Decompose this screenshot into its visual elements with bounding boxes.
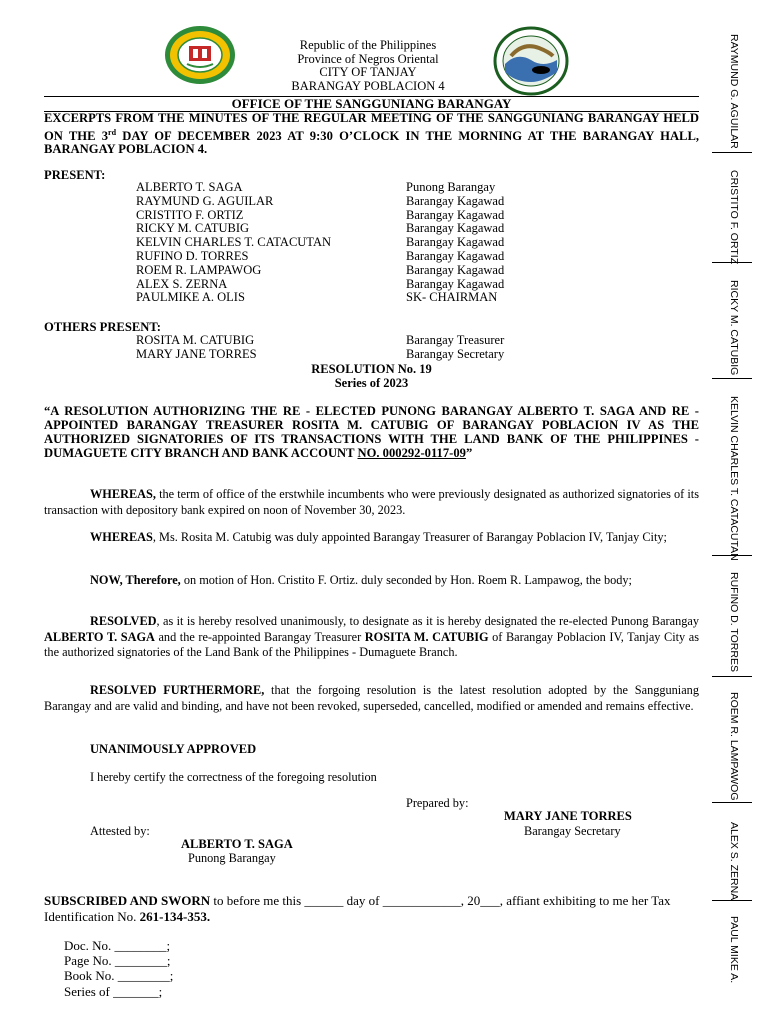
margin-divider <box>712 555 752 556</box>
secretary-title: Barangay Secretary <box>524 824 621 838</box>
series-number: Series of _______; <box>64 983 163 999</box>
present-name: ROEM R. LAMPAWOG <box>136 262 262 277</box>
margin-divider <box>712 900 752 901</box>
others-name: MARY JANE TORRES <box>136 346 257 361</box>
book-number: Book No. ________; <box>64 968 174 984</box>
present-label: PRESENT: <box>44 168 106 182</box>
resolved-furthermore-lead: RESOLVED FURTHERMORE, <box>90 683 265 697</box>
present-name: KELVIN CHARLES T. CATACUTAN <box>136 235 331 250</box>
resolution-title-close: ” <box>465 446 473 460</box>
resolved-furthermore-text: that the forgoing resolution is the latest resolution adopted by the Sangguniang Barangay and are valid and binding, and have not been revoked, superseded, cancelled, modified or amended and remains effective. <box>44 683 699 713</box>
present-position: Barangay Kagawad <box>406 235 505 250</box>
others-present-label: OTHERS PRESENT: <box>44 320 161 334</box>
resolution-title-text: “A RESOLUTION AUTHORIZING THE RE - ELECTED PUNONG BARANGAY ALBERTO T. SAGA AND RE - APPOINTED BARANGAY TREASURER ROSITA M. CATUBIG OF BARANGAY POBLACION IV AS THE AUTHORIZED SIGNATORIES OF ITS TRANSACTIONS WITH THE LAND BANK OF THE PHILIPPINES - DUMAGUETE CITY BRANCH AND BANK ACCOUNT <box>44 404 699 460</box>
header-city: CITY OF TANJAY <box>319 65 417 79</box>
now-therefore-text: on motion of Hon. Cristito F. Ortiz. duly seconded by Hon. Roem R. Lampawog, the body; <box>180 573 632 587</box>
resolution-number: RESOLUTION No. 19 <box>311 362 432 376</box>
others-name: ROSITA M. CATUBIG <box>136 333 255 347</box>
present-name: PAULMIKE A. OLIS <box>136 290 245 305</box>
present-position: Punong Barangay <box>406 180 496 194</box>
resolution-title <box>44 404 699 460</box>
resolved-text: , as it is hereby resolved unanimously, to designate as it is hereby designated the re-elected Punong Barangay <box>156 614 699 628</box>
present-names <box>136 181 331 305</box>
minutes-excerpt-heading <box>44 112 699 157</box>
now-therefore-lead: NOW, Therefore, <box>90 573 181 587</box>
whereas-paragraph-1 <box>44 487 699 518</box>
others-position: Barangay Secretary <box>406 346 505 361</box>
punong-barangay-title: Punong Barangay <box>188 851 276 865</box>
whereas-lead: WHEREAS <box>90 530 153 544</box>
resolution-series: Series of 2023 <box>334 376 409 390</box>
margin-signatory: CRISTITO F. ORTIZ <box>728 170 740 265</box>
barangay-poblacion-iv-seal-icon <box>493 26 569 96</box>
present-name: ALBERTO T. SAGA <box>136 180 243 194</box>
present-name: CRISTITO F. ORTIZ <box>136 207 244 222</box>
margin-signatory: ROEM R. LAMPAWOG <box>728 692 740 801</box>
resolved-treasurer: ROSITA M. CATUBIG <box>364 629 489 644</box>
margin-signatory: PAUL MIKE A. <box>728 916 740 984</box>
others-positions <box>406 334 504 362</box>
present-position: Barangay Kagawad <box>406 193 505 208</box>
prepared-by-label: Prepared by: <box>406 796 469 810</box>
jurat-text: to before me this ______ day of ____________, 20___, affiant exhibiting to me her Tax Identification No. <box>44 893 671 924</box>
whereas-text: , Ms. Rosita M. Catubig was duly appointed Barangay Treasurer of Barangay Poblacion IV, Tanjay City; <box>152 530 667 544</box>
margin-divider <box>712 676 752 677</box>
whereas-text: the term of office of the erstwhile incumbents who were previously designated as authorized signatories of its transaction with depository bank expired on noon of November 30, 2023. <box>44 487 699 517</box>
excerpt-superscript: rd <box>108 127 117 137</box>
excerpt-text-2: DAY OF DECEMBER 2023 AT 9:30 O’CLOCK IN THE MORNING AT THE BARANGAY HALL, BARANGAY POBLACION 4. <box>44 128 699 157</box>
present-position: Barangay Kagawad <box>406 262 505 277</box>
margin-signatory: RUFINO D. TORRES <box>728 572 740 672</box>
present-name: RUFINO D. TORRES <box>136 248 249 263</box>
office-title: OFFICE OF THE SANGGUNIANG BARANGAY <box>44 96 699 112</box>
resolved-text: and the re-appointed Barangay Treasurer <box>154 629 365 644</box>
resolved-text: of Barangay Poblacion IV, Tanjay City as the authorized signatories of the Land Bank of the Philippines - Dumaguete Branch. <box>44 629 699 659</box>
margin-signatory: ALEX S. ZERNA <box>728 822 740 901</box>
secretary-name: MARY JANE TORRES <box>504 809 632 823</box>
present-position: Barangay Kagawad <box>406 248 505 263</box>
bank-account-number: NO. 000292-0117-09 <box>357 446 466 460</box>
resolved-lead: RESOLVED <box>90 614 157 628</box>
letterhead <box>238 39 498 93</box>
margin-signatory: KELVIN CHARLES T. CATACUTAN <box>728 396 740 561</box>
whereas-paragraph-2 <box>44 530 699 546</box>
others-names <box>136 334 257 362</box>
page-number: Page No. ________; <box>64 953 171 969</box>
jurat <box>44 893 699 925</box>
header-province: Province of Negros Oriental <box>297 51 439 66</box>
header-barangay: BARANGAY POBLACION 4 <box>291 78 445 93</box>
whereas-lead: WHEREAS, <box>90 487 156 501</box>
margin-divider <box>712 802 752 803</box>
margin-divider <box>712 152 752 153</box>
present-position: SK- CHAIRMAN <box>406 290 498 305</box>
present-positions <box>406 181 504 305</box>
doc-number: Doc. No. ________; <box>64 938 171 953</box>
resolved-punong-barangay: ALBERTO T. SAGA <box>44 629 155 644</box>
present-name: ALEX S. ZERNA <box>136 276 228 291</box>
margin-signatory: RICKY M. CATUBIG <box>728 280 740 376</box>
header-republic: Republic of the Philippines <box>299 38 437 52</box>
resolved-furthermore-paragraph <box>44 683 699 714</box>
present-position: Barangay Kagawad <box>406 221 505 236</box>
certification-text: I hereby certify the correctness of the foregoing resolution <box>90 770 377 784</box>
margin-signatory: RAYMUND G. AGUILAR <box>728 34 740 149</box>
tanjay-city-seal-icon <box>163 24 237 86</box>
jurat-lead: SUBSCRIBED AND SWORN <box>44 893 211 908</box>
others-position: Barangay Treasurer <box>406 333 505 347</box>
present-name: RICKY M. CATUBIG <box>136 221 250 236</box>
present-position: Barangay Kagawad <box>406 276 505 291</box>
notarial-register <box>64 938 173 999</box>
punong-barangay-name: ALBERTO T. SAGA <box>181 837 293 851</box>
present-name: RAYMUND G. AGUILAR <box>136 193 274 208</box>
excerpt-text-1: EXCERPTS FROM THE MINUTES OF THE REGULAR MEETING OF THE SANGGUNIANG BARANGAY HELD ON THE 3 <box>44 111 699 143</box>
present-position: Barangay Kagawad <box>406 207 505 222</box>
tax-identification-number: 261-134-353. <box>139 909 211 924</box>
margin-divider <box>712 262 752 263</box>
unanimously-approved: UNANIMOUSLY APPROVED <box>90 742 257 756</box>
resolved-paragraph <box>44 614 699 661</box>
margin-divider <box>712 378 752 379</box>
attested-by-label: Attested by: <box>90 824 150 838</box>
now-therefore-paragraph <box>44 573 699 589</box>
